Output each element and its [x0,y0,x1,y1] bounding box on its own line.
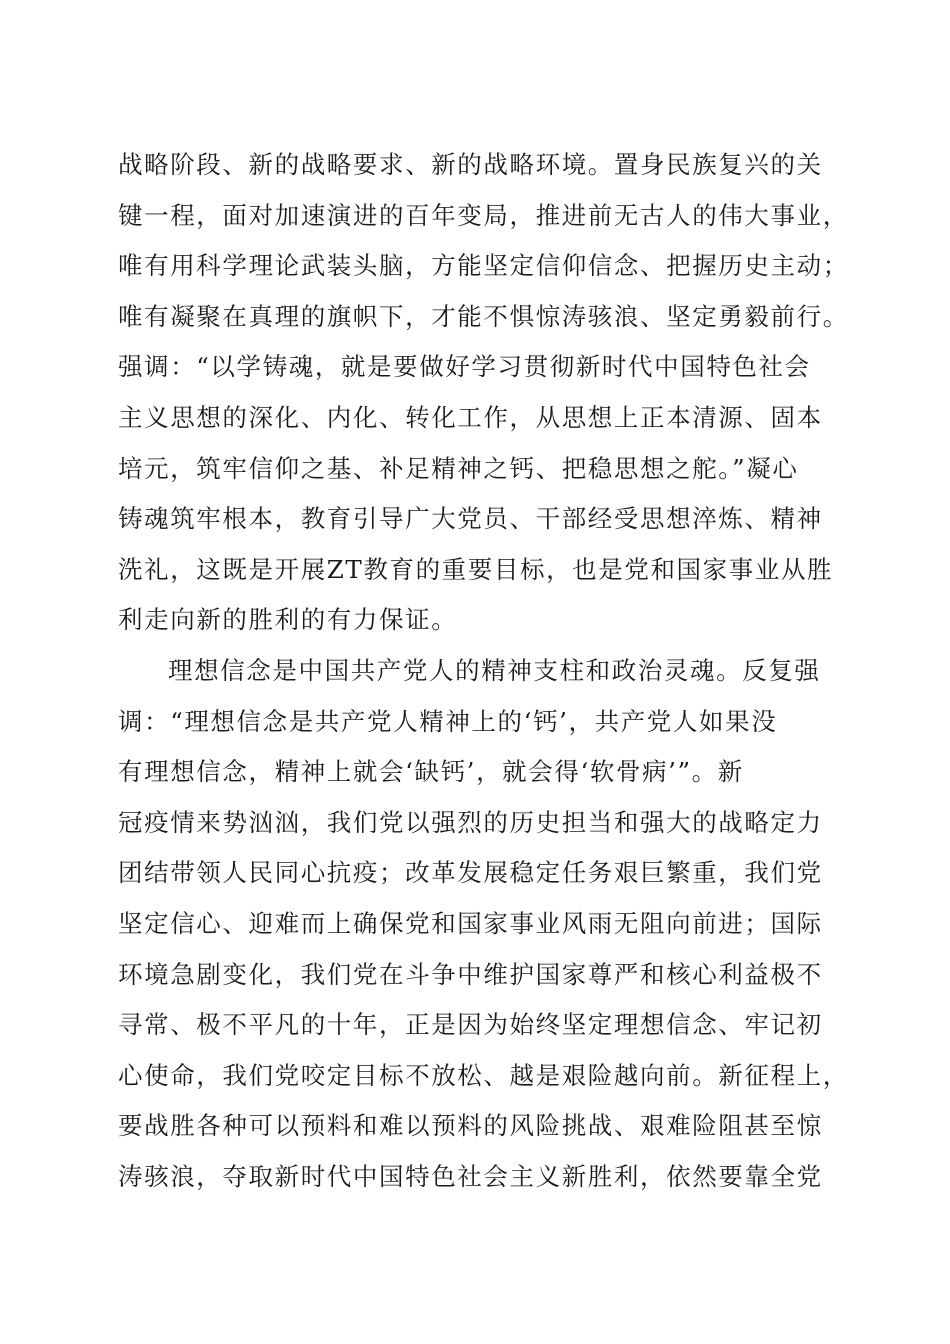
text-line-12: 调：“理想信念是共产党人精神上的‘钙’，共产党人如果没 [118,706,778,736]
text-line-16: 坚定信心、迎难而上确保党和国家事业风雨无阻向前进；国际 [118,908,823,938]
text-line-13: 有理想信念，精神上就会‘缺钙’，就会得‘软骨病’”。新 [118,757,744,787]
text-line-5: 强调：“以学铸魂，就是要做好学习贯彻新时代中国特色社会 [118,352,811,382]
text-line-7: 培元，筑牢信仰之基、补足精神之钙、把稳思想之舵。”凝心 [118,453,799,483]
text-line-15: 团结带领人民同心抗疫；改革发展稳定任务艰巨繁重，我们党 [118,858,823,888]
text-line-9: 洗礼，这既是开展ZT教育的重要目标，也是党和国家事业从胜 [118,554,834,584]
text-line-10: 利走向新的胜利的有力保证。 [118,605,458,635]
paragraph-start-line: 理想信念是中国共产党人的精神支柱和政治灵魂。反复强 [168,655,821,685]
text-line-1: 战略阶段、新的战略要求、新的战略环境。置身民族复兴的关 [118,150,823,179]
text-line-8: 铸魂筑牢根本，教育引导广大党员、干部经受思想淬炼、精神 [118,504,823,534]
text-line-3: 唯有用科学理论武装头脑，方能坚定信仰信念、把握历史主动； [118,251,849,281]
text-line-14: 冠疫情来势汹汹，我们党以强烈的历史担当和强大的战略定力 [118,807,823,837]
text-line-4: 唯有凝聚在真理的旗帜下，才能不惧惊涛骇浪、坚定勇毅前行。 [118,301,849,331]
text-line-21: 涛骇浪，夺取新时代中国特色社会主义新胜利，依然要靠全党 [118,1161,823,1191]
body-text [118,140,848,1202]
text-line-18: 寻常、极不平凡的十年，正是因为始终坚定理想信念、牢记初 [118,1010,823,1040]
text-line-19: 心使命，我们党咬定目标不放松、越是艰险越向前。新征程上， [118,1060,849,1090]
text-line-2: 键一程，面对加速演进的百年变局，推进前无古人的伟大事业， [118,200,849,230]
text-line-20: 要战胜各种可以预料和难以预料的风险挑战、艰难险阻甚至惊 [118,1111,823,1141]
text-line-6: 主义思想的深化、内化、转化工作，从思想上正本清源、固本 [118,402,823,432]
text-line-17: 环境急剧变化，我们党在斗争中维护国家尊严和核心利益极不 [118,959,823,989]
